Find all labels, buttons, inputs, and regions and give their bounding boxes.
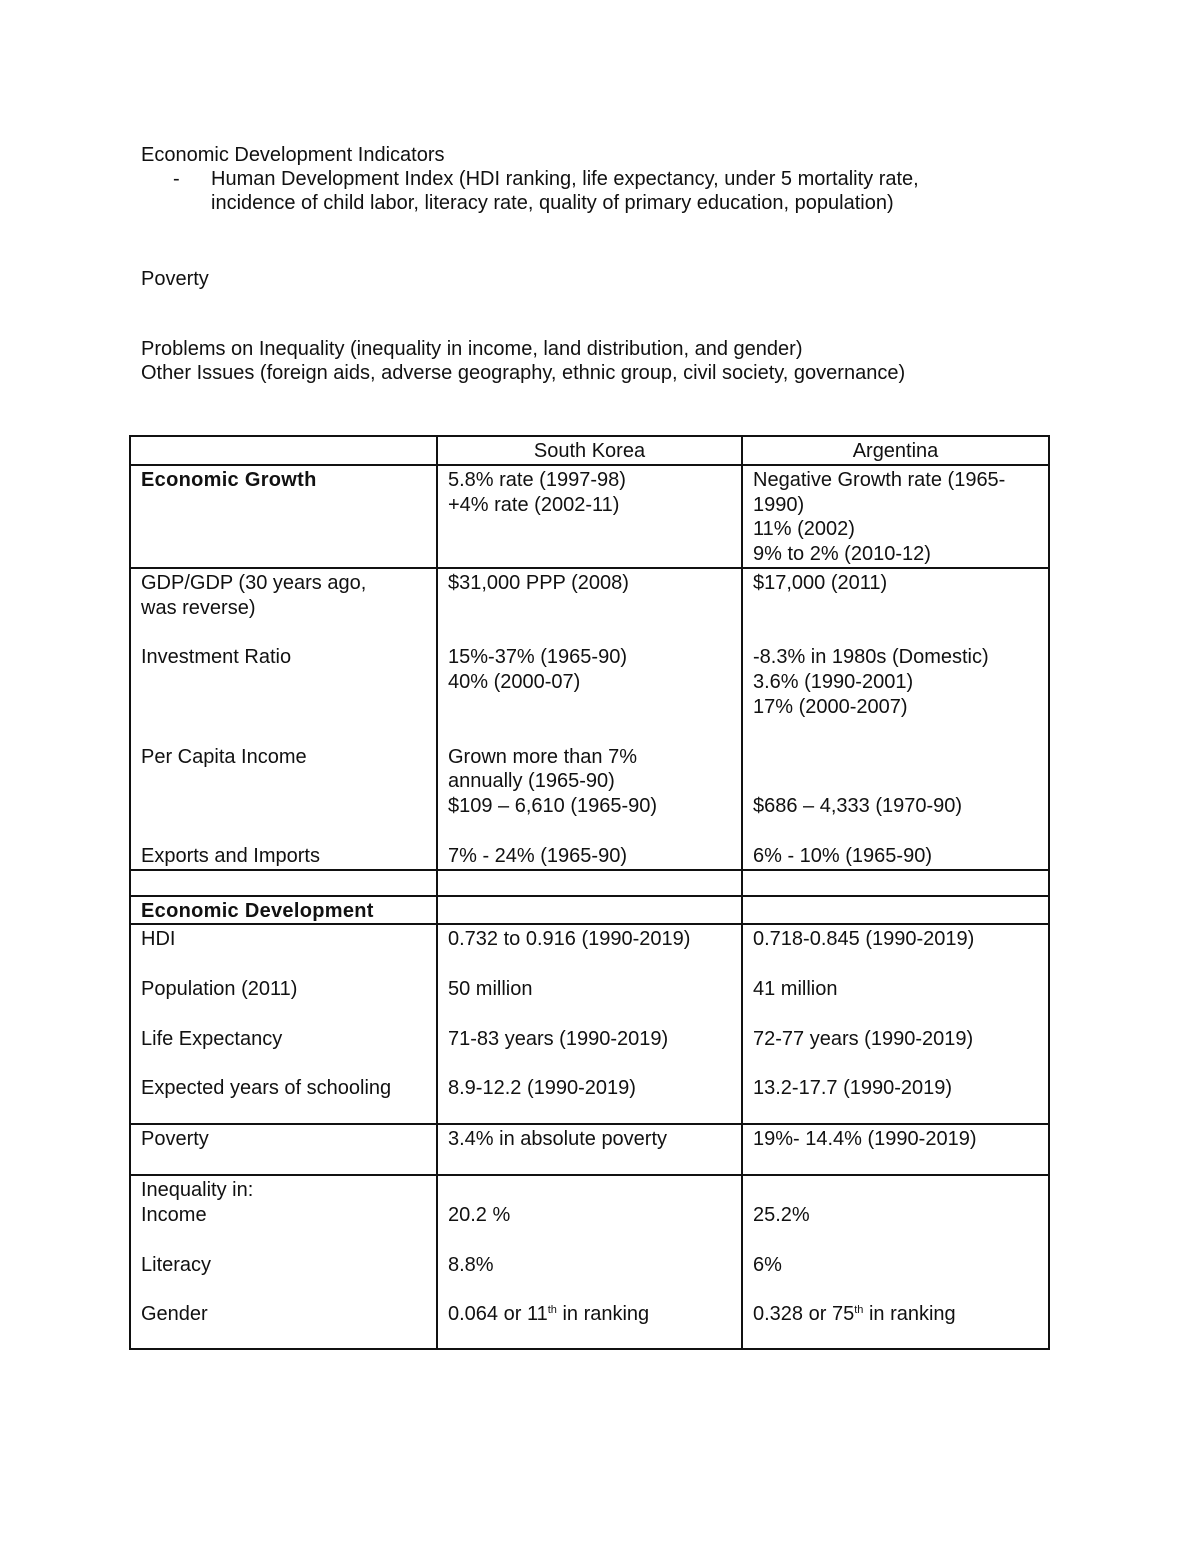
gender-ranking-argentina (753, 1302, 1038, 1327)
table-row (130, 465, 1049, 568)
value-line: Negative Growth rate (1965- (753, 468, 1006, 491)
ordinal-suffix: th (547, 1304, 557, 1317)
label-text: Economic Growth (141, 468, 317, 491)
value-line: 6% (753, 1253, 782, 1276)
table-row (130, 924, 1049, 1124)
value-line: 0.718-0.845 (1990-2019) (753, 928, 975, 951)
argentina-poverty (742, 1124, 1049, 1175)
label-text: Investment Ratio (141, 646, 292, 669)
value-text: in ranking (863, 1303, 956, 1326)
poverty-heading: Poverty (141, 268, 209, 290)
label-text: Literacy (141, 1253, 212, 1276)
value-line: 8.8% (448, 1253, 494, 1276)
value-line: 25.2% (753, 1204, 810, 1227)
value-text: 0.064 or 11 (448, 1303, 548, 1326)
value-line: 3.4% in absolute poverty (448, 1128, 668, 1151)
row-labels-gdp-group (130, 568, 437, 870)
inequality-heading: Problems on Inequality (inequality in income, land distribution, and gender) (141, 338, 803, 360)
empty-cell (742, 896, 1049, 925)
label-text: Poverty (141, 1128, 209, 1151)
value-line: $31,000 PPP (2008) (448, 571, 629, 594)
label-text: Gender (141, 1303, 208, 1326)
intro-section (141, 143, 1141, 385)
bullet-text-line-1: Human Development Index (HDI ranking, life expectancy, under 5 mortality rate, (211, 168, 919, 190)
row-label-poverty (130, 1124, 437, 1175)
table-header-row (130, 436, 1049, 465)
value-text: 0.328 or 75 (753, 1303, 855, 1326)
table-row (130, 896, 1049, 925)
label-text: Population (2011) (141, 977, 298, 1000)
value-line: 17% (2000-2007) (753, 695, 908, 718)
label-text: Exports and Imports (141, 844, 320, 867)
empty-cell (437, 870, 742, 896)
label-text: Income (141, 1204, 207, 1227)
value-line: 71-83 years (1990-2019) (448, 1027, 669, 1050)
argentina-gdp-group (742, 568, 1049, 870)
label-text: Economic Development (141, 899, 374, 922)
value-line: 9% to 2% (2010-12) (753, 543, 931, 566)
value-line: annually (1965-90) (448, 770, 615, 793)
value-line: 1990) (753, 493, 805, 516)
other-issues-heading: Other Issues (foreign aids, adverse geography, ethnic group, civil society, governance) (141, 362, 906, 384)
argentina-economic-growth (742, 465, 1049, 568)
value-line: 11% (2002) (753, 518, 855, 541)
value-line: 20.2 % (448, 1204, 511, 1227)
value-line: $109 – 6,610 (1965-90) (448, 795, 658, 818)
value-line: 3.6% (1990-2001) (753, 671, 914, 694)
row-label-economic-development (130, 896, 437, 925)
comparison-table (129, 435, 1050, 1350)
label-text: Expected years of schooling (141, 1077, 392, 1100)
value-line: +4% rate (2002-11) (448, 493, 620, 516)
table-row (130, 568, 1049, 870)
value-line: 13.2-17.7 (1990-2019) (753, 1077, 953, 1100)
value-line: 40% (2000-07) (448, 671, 581, 694)
header-cell-blank (130, 436, 437, 465)
value-line: $686 – 4,333 (1970-90) (753, 795, 963, 818)
table-row (130, 1124, 1049, 1175)
value-line: 6% - 10% (1965-90) (753, 844, 932, 867)
value-line: -8.3% in 1980s (Domestic) (753, 646, 989, 669)
argentina-inequality (742, 1175, 1049, 1349)
value-line: 8.9-12.2 (1990-2019) (448, 1077, 636, 1100)
value-text: in ranking (556, 1303, 650, 1326)
korea-gdp-group (437, 568, 742, 870)
bullet-dash: - (173, 168, 180, 190)
value-line: $17,000 (2011) (753, 571, 888, 594)
row-labels-hdi-group (130, 924, 437, 1124)
value-line: 19%- 14.4% (1990-2019) (753, 1128, 977, 1151)
label-text: Inequality in: (141, 1179, 254, 1202)
header-argentina: Argentina (742, 436, 1049, 465)
ordinal-suffix: th (854, 1304, 864, 1317)
value-line: 41 million (753, 977, 838, 1000)
empty-cell (437, 896, 742, 925)
value-line: 0.732 to 0.916 (1990-2019) (448, 928, 691, 951)
label-text: was reverse) (141, 596, 256, 619)
gender-ranking-korea (448, 1302, 731, 1327)
korea-hdi-group (437, 924, 742, 1124)
value-line: 50 million (448, 977, 533, 1000)
label-text: Life Expectancy (141, 1027, 283, 1050)
empty-cell (130, 870, 437, 896)
label-text: GDP/GDP (30 years ago, (141, 571, 367, 594)
korea-inequality (437, 1175, 742, 1349)
value-line: 7% - 24% (1965-90) (448, 844, 627, 867)
argentina-hdi-group (742, 924, 1049, 1124)
empty-cell (742, 870, 1049, 896)
korea-economic-growth (437, 465, 742, 568)
table-row-empty (130, 870, 1049, 896)
value-line: 72-77 years (1990-2019) (753, 1027, 974, 1050)
row-label-economic-growth (130, 465, 437, 568)
bullet-text-line-2: incidence of child labor, literacy rate, quality of primary education, population) (211, 192, 894, 214)
bullet-item (141, 167, 1141, 215)
value-line: 15%-37% (1965-90) (448, 646, 627, 669)
table-row (130, 1175, 1049, 1349)
value-line: Grown more than 7% (448, 745, 637, 768)
value-line: 5.8% rate (1997-98) (448, 468, 626, 491)
label-text: Per Capita Income (141, 745, 307, 768)
row-labels-inequality (130, 1175, 437, 1349)
label-text: HDI (141, 928, 176, 951)
korea-poverty (437, 1124, 742, 1175)
page-heading: Economic Development Indicators (141, 144, 445, 166)
header-south-korea: South Korea (437, 436, 742, 465)
